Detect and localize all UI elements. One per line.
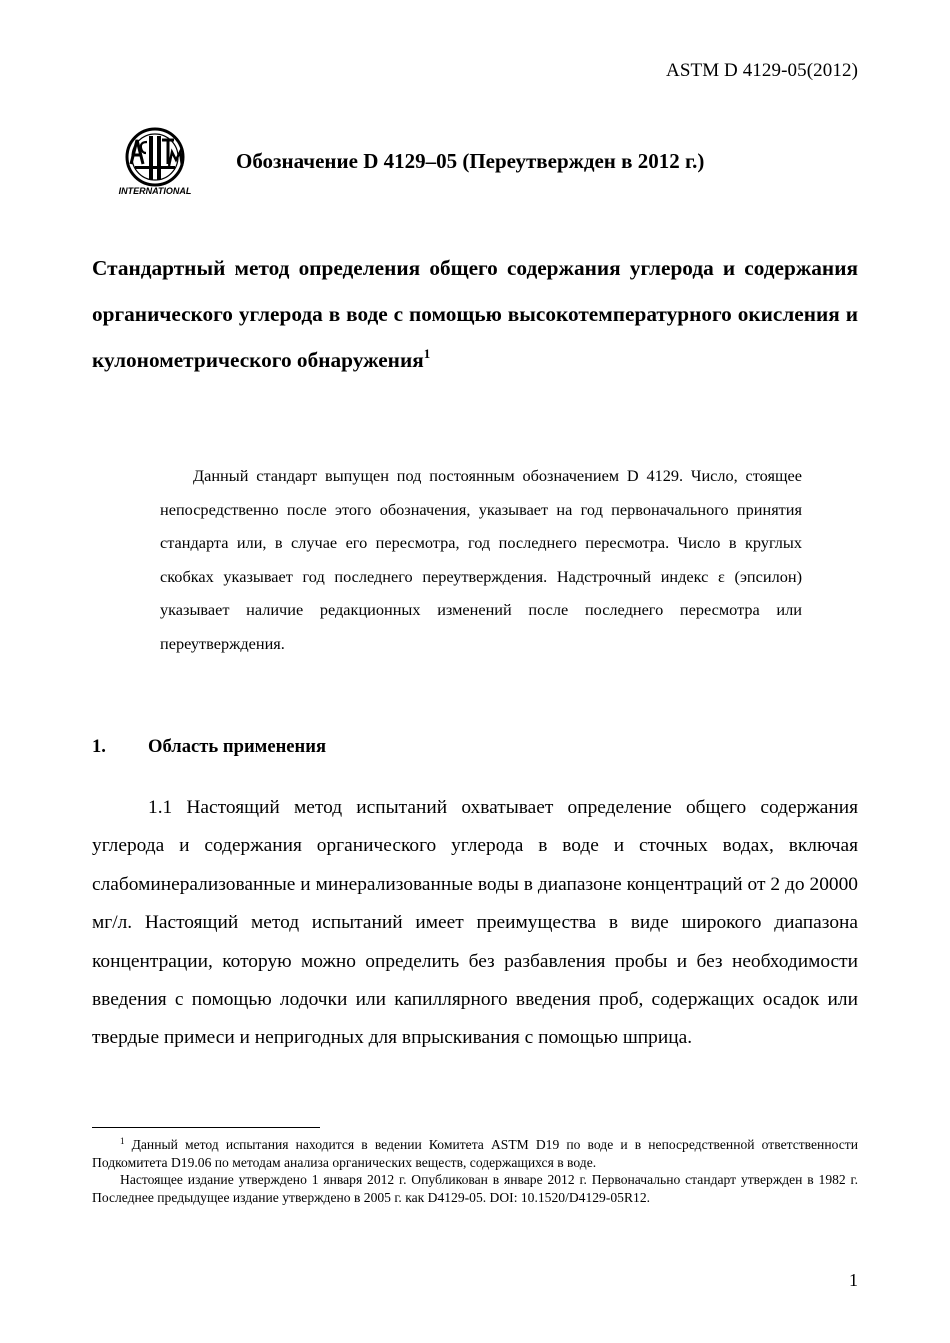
logo-subtitle: INTERNATIONAL (118, 186, 192, 196)
section-1-title: Область применения (148, 736, 327, 757)
document-title-text: Стандартный метод определения общего содержания углерода и содержания органического углерода в воде с помощью высокотемпературного окисления и кулонометрического обнаружения (92, 256, 858, 372)
section-1-heading (92, 736, 326, 758)
paragraph-1-1: 1.1 Настоящий метод испытаний охватывает определение общего содержания углерода и содержания органического углерода в воде и сточных водах, включая слабоминерализованные и минерализованные воды в диапазоне концентраций от 2 до 20000 мг/л. Настоящий метод испытаний имеет преимущества в виде широкого диапазона концентрации, которую можно определить без разбавления пробы и без необходимости введения с помощью лодочки или капиллярного введения проб, содержащих осадок или твердые примеси и непригодных для впрыскивания с помощью шприца. (92, 797, 858, 1049)
standard-notice: Данный стандарт выпущен под постоянным обозначением D 4129. Число, стоящее непосредственно после этого обозначения, указывает на год первоначального принятия стандарта или, в случае его пересмотра, год последнего пересмотра. Число в круглых скобках указывает год последнего переутверждения. Надстрочный индекс ε (эпсилон) указывает наличие редакционных изменений после последнего пересмотра или переутверждения. (160, 466, 802, 653)
footnote-1-marker: 1 (120, 1136, 125, 1146)
section-1-number: 1. (92, 736, 106, 757)
title-footnote-ref: 1 (423, 346, 431, 361)
astm-logo-icon (114, 126, 196, 198)
edition-note: Настоящее издание утверждено 1 января 2012 г. Опубликован в январе 2012 г. Первоначально стандарт утвержден в 1982 г. Последнее предыдущее издание утверждено в 2005 г. как D4129-05. DOI: 10.1520/D4129-05R12. (92, 1172, 858, 1205)
footnote-divider (92, 1127, 320, 1128)
designation-heading: Обозначение D 4129–05 (Переутвержден в 2012 г.) (236, 149, 705, 173)
document-id: ASTM D 4129-05(2012) (666, 60, 858, 81)
footnotes (92, 1136, 858, 1206)
footnote-1 (92, 1136, 858, 1171)
footnote-1-text: Данный метод испытания находится в ведении Комитета ASTM D19 по воде и в непосредственной ответственности Подкомитета D19.06 по методам анализа органических веществ, содержащихся в воде. (92, 1137, 858, 1170)
page-number: 1 (849, 1270, 858, 1290)
document-title (92, 245, 858, 383)
